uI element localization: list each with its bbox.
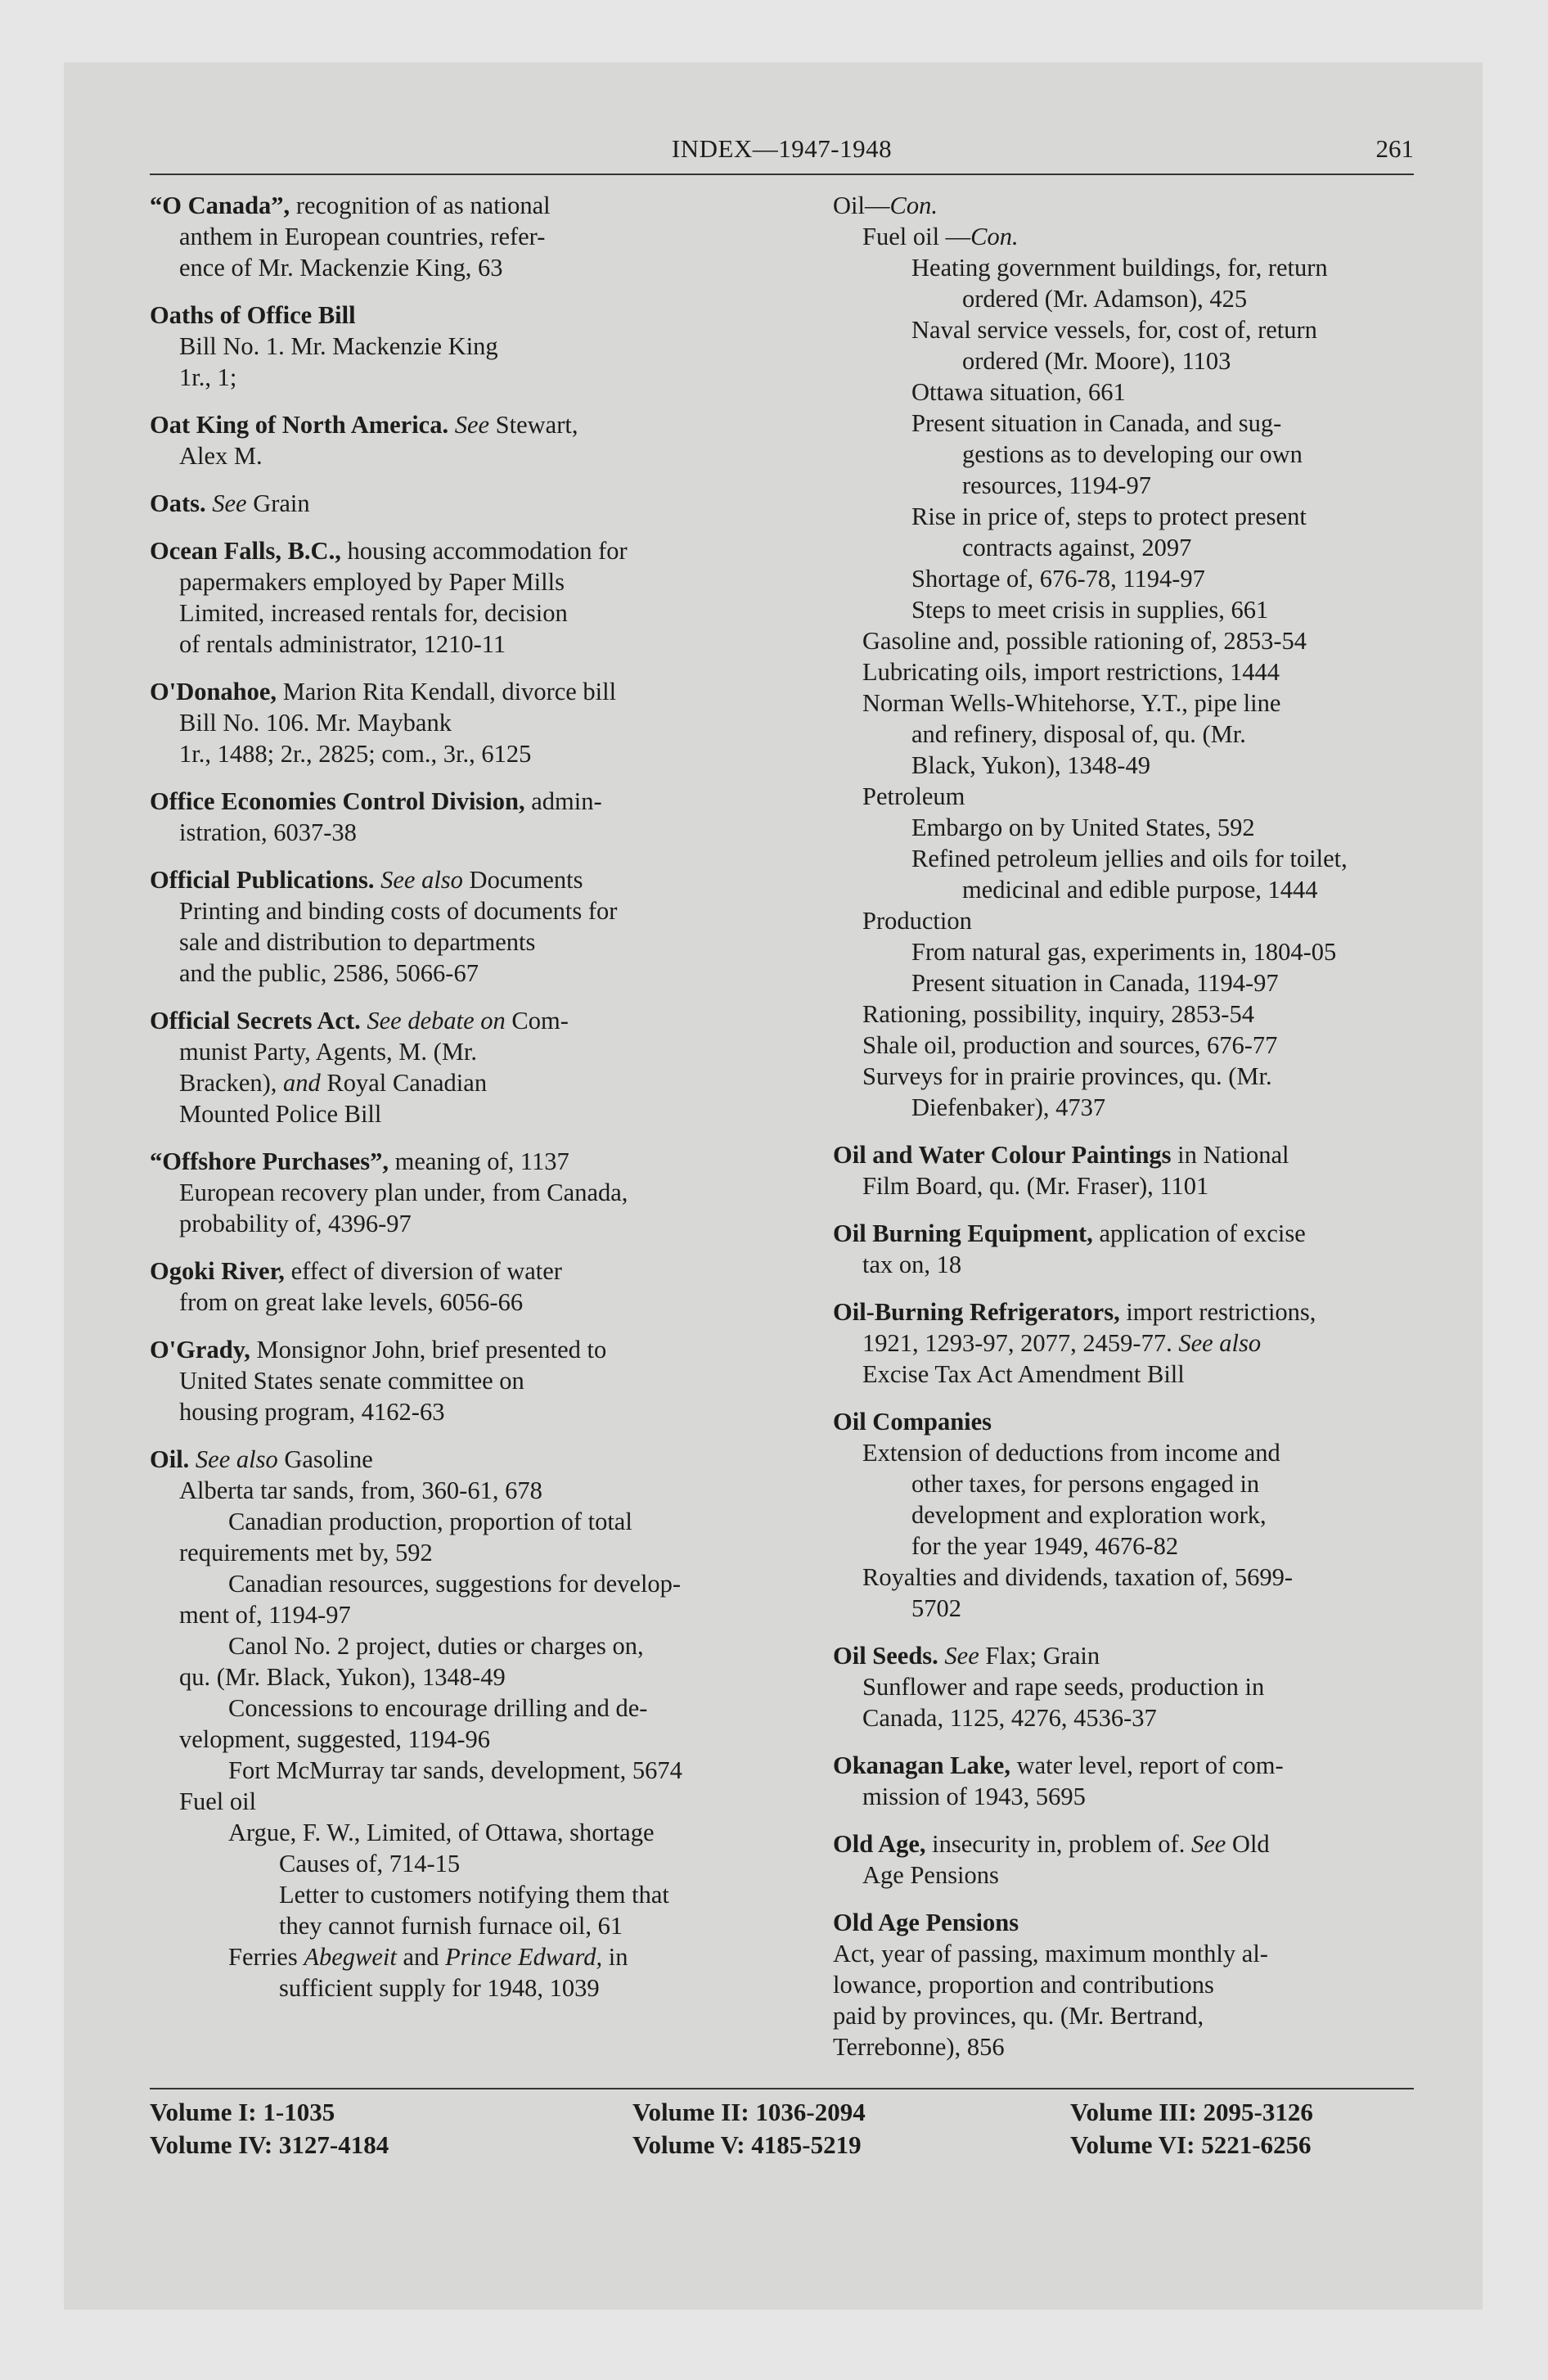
index-entry [150,864,759,989]
index-entry [833,190,1414,1123]
entry-term: Oil and Water Colour Paintings [833,1141,1172,1169]
entry-text: Steps to meet crisis in supplies, 661 [911,596,1269,624]
entry-heading-line [150,1444,759,1475]
entry-heading-line [150,1334,759,1365]
italic-text: See also [195,1445,278,1473]
entry-subline [833,1969,1414,2000]
entry-subline [150,1396,759,1427]
entry-text: sale and distribution to departments [179,928,536,956]
entry-subline [833,1030,1414,1061]
entry-subline [150,1287,759,1318]
entry-text: European recovery plan under, from Canada, [179,1179,628,1206]
left-column [150,190,759,2020]
entry-term: Oil Burning Equipment, [833,1219,1093,1247]
entry-text: Alex M. [179,442,263,470]
index-entry [150,1146,759,1239]
entry-term: Office Economies Control Division, [150,787,525,815]
index-entry [150,488,759,519]
entry-subline [150,1941,759,1972]
entry-text: Canol No. 2 project, duties or charges on, [228,1632,644,1660]
entry-subline [150,707,759,738]
entry-term: Ocean Falls, B.C., [150,537,341,565]
entry-text: Canadian resources, suggestions for develop- [228,1570,682,1598]
entry-subline [833,2031,1414,2062]
entry-subline [150,1910,759,1941]
entry-subline [833,687,1414,719]
entry-term: “Offshore Purchases”, [150,1147,389,1175]
volume-range: Volume II: 1036-2094 [632,2098,866,2126]
entry-text: effect of diversion of water [284,1257,562,1285]
entry-text: Shale oil, production and sources, 676-77 [862,1031,1278,1059]
index-entry [833,1750,1414,1812]
entry-subline [833,439,1414,470]
entry-subline [833,843,1414,874]
entry-subline [150,1786,759,1817]
entry-subline [150,440,759,471]
entry-subline [833,750,1414,781]
entry-text: insecurity in, problem of. [925,1830,1191,1858]
entry-text: Argue, F. W., Limited, of Ottawa, shortage [228,1819,655,1846]
entry-term: Ogoki River, [150,1257,285,1285]
entry-text: ment of, 1194-97 [179,1601,351,1629]
entry-heading-line [150,300,759,331]
entry-text: Present situation in Canada, 1194-97 [911,969,1279,997]
entry-term: Okanagan Lake, [833,1751,1010,1779]
entry-heading-line [833,1296,1414,1327]
entry-text: Marion Rita Kendall, divorce bill [277,678,617,705]
entry-subline [833,1092,1414,1123]
entry-heading-line [150,488,759,519]
entry-subline [833,1437,1414,1468]
index-entry [150,676,759,769]
entry-subline [150,1506,759,1537]
entry-text: 1r., 1488; 2r., 2825; com., 3r., 6125 [179,740,532,768]
italic-text: Con. [970,223,1019,250]
entry-subline [150,597,759,629]
entry-heading-line [150,676,759,707]
italic-text: See also [1178,1329,1262,1357]
entry-subline [833,719,1414,750]
volume-range: Volume VI: 5221-6256 [1070,2130,1312,2159]
entry-text: 1921, 1293-97, 2077, 2459-77. [862,1329,1179,1357]
entry-heading-line [833,190,1414,221]
volume-range: Volume IV: 3127-4184 [150,2130,389,2159]
entry-subline [833,1170,1414,1201]
entry-subline [833,594,1414,625]
italic-text: and [283,1069,321,1097]
entry-text: probability of, 4396-97 [179,1210,412,1237]
italic-text: See also [380,866,463,894]
entry-text: Gasoline and, possible rationing of, 2853-54 [862,627,1307,655]
entry-subline [833,501,1414,532]
entry-text: Printing and binding costs of documents for [179,897,618,925]
entry-text: 1r., 1; [179,363,237,391]
entry-term: O'Grady, [150,1336,250,1364]
entry-text: Fuel oil [179,1787,257,1815]
entry-text: medicinal and edible purpose, 1444 [962,876,1318,904]
entry-text: resources, 1194-97 [962,471,1151,499]
entry-heading-line [833,1750,1414,1781]
entry-text: for the year 1949, 4676-82 [911,1532,1179,1560]
entry-text: housing accommodation for [340,537,628,565]
index-entry [150,190,759,283]
entry-text: Shortage of, 676-78, 1194-97 [911,565,1205,593]
entry-subline [833,1859,1414,1891]
entry-subline [150,1972,759,2004]
entry-text: other taxes, for persons engaged in [911,1470,1260,1498]
italic-text: See [454,411,490,439]
entry-term: Oats. [150,489,206,517]
index-entry [150,1255,759,1318]
entry-text: in National [1171,1141,1289,1169]
index-entry [833,1907,1414,2062]
entry-text: housing program, 4162-63 [179,1398,445,1426]
entry-text: Petroleum [862,782,965,810]
index-entry [150,1334,759,1427]
italic-text: Abegweit [304,1943,397,1971]
entry-subline [833,967,1414,998]
volume-range: Volume I: 1-1035 [150,2098,335,2126]
entry-text: Rationing, possibility, inquiry, 2853-54 [862,1000,1254,1028]
entry-text: Act, year of passing, maximum monthly al- [833,1940,1268,1968]
entry-text: Terrebonne), 856 [833,2033,1005,2061]
entry-subline [150,1848,759,1879]
entry-subline [150,1568,759,1599]
entry-text: ordered (Mr. Adamson), 425 [962,285,1248,313]
entry-subline [833,936,1414,967]
entry-subline [833,1702,1414,1733]
index-entry [833,1218,1414,1280]
entry-text: Bracken), [179,1069,284,1097]
entry-subline [833,1061,1414,1092]
entry-heading-line [150,409,759,440]
entry-subline [833,563,1414,594]
entry-term: Oaths of Office Bill [150,301,356,329]
entry-subline [833,376,1414,408]
entry-text: paid by provinces, qu. (Mr. Bertrand, [833,2002,1204,2030]
entry-subline [833,314,1414,345]
entry-text: in [602,1943,628,1971]
entry-term: Oil Companies [833,1408,992,1436]
entry-term: Official Secrets Act. [150,1007,361,1034]
index-entry [833,1296,1414,1390]
entry-subline [150,895,759,926]
entry-text: Sunflower and rape seeds, production in [862,1673,1265,1701]
entry-text: Norman Wells-Whitehorse, Y.T., pipe line [862,689,1281,717]
entry-subline [150,1661,759,1693]
entry-subline [833,2000,1414,2031]
entry-heading-line [150,1146,759,1177]
entry-text: ence of Mr. Mackenzie King, 63 [179,254,503,282]
entry-heading-line [833,1640,1414,1671]
entry-text: application of excise [1092,1219,1306,1247]
entry-text: Ferries [228,1943,304,1971]
entry-text: Surveys for in prairie provinces, qu. (Mr. [862,1062,1272,1090]
entry-text: Concessions to encourage drilling and de- [228,1694,648,1722]
index-entry [150,409,759,471]
entry-text: From natural gas, experiments in, 1804-05 [911,938,1337,966]
entry-text: ordered (Mr. Moore), 1103 [962,347,1231,375]
index-entry [150,1444,759,2004]
entry-text: Canada, 1125, 4276, 4536-37 [862,1704,1157,1732]
entry-subline [833,874,1414,905]
entry-text: qu. (Mr. Black, Yukon), 1348-49 [179,1663,506,1691]
entry-subline [150,1475,759,1506]
entry-text: from on great lake levels, 6056-66 [179,1288,524,1316]
entry-subline [150,1067,759,1098]
entry-text: they cannot furnish furnace oil, 61 [279,1912,623,1940]
italic-text: Con. [889,192,938,219]
entry-subline [833,1938,1414,1969]
entry-subline [833,252,1414,283]
index-entry [150,535,759,660]
entry-text [375,866,381,894]
entry-text: of rentals administrator, 1210-11 [179,630,506,658]
index-entry [833,1640,1414,1733]
entry-text: Documents [462,866,583,894]
entry-text: United States senate committee on [179,1367,524,1395]
entry-subline [833,1562,1414,1593]
running-title: INDEX—1947-1948 [671,134,893,163]
entry-subline [150,1817,759,1848]
entry-term: O'Donahoe, [150,678,277,705]
entry-subline [150,221,759,252]
entry-text: Grain [246,489,310,517]
entry-text: Oil— [833,192,890,219]
entry-text: import restrictions, [1119,1298,1316,1326]
entry-heading-line [833,1218,1414,1249]
entry-subline [150,1098,759,1129]
entry-subline [833,1530,1414,1562]
entry-text: requirements met by, 592 [179,1539,433,1566]
entry-subline [833,1249,1414,1280]
entry-subline [150,1599,759,1630]
entry-text: Alberta tar sands, from, 360-61, 678 [179,1476,542,1504]
entry-subline [833,532,1414,563]
entry-subline [833,1327,1414,1359]
italic-text: See [1190,1830,1226,1858]
entry-text: Monsignor John, brief presented to [250,1336,607,1364]
entry-subline [833,781,1414,812]
entry-subline [150,1365,759,1396]
index-page [64,62,1483,2310]
index-entry [150,1005,759,1129]
entry-text: Com- [505,1007,569,1034]
entry-text: water level, report of com- [1010,1751,1284,1779]
volume-range: Volume V: 4185-5219 [632,2130,862,2159]
entry-text: and [396,1943,446,1971]
entry-text: and the public, 2586, 5066-67 [179,959,479,987]
index-entry [150,786,759,848]
entry-text: lowance, proportion and contributions [833,1971,1214,1999]
entry-term: Oil-Burning Refrigerators, [833,1298,1120,1326]
entry-subline [833,998,1414,1030]
page-number: 261 [1375,134,1414,163]
entry-subline [833,905,1414,936]
entry-text: Flax; Grain [979,1642,1100,1670]
entry-text: Lubricating oils, import restrictions, 1444 [862,658,1280,686]
entry-text: Mounted Police Bill [179,1100,382,1128]
entry-subline [833,283,1414,314]
entry-text: Film Board, qu. (Mr. Fraser), 1101 [862,1172,1209,1200]
entry-text: Royalties and dividends, taxation of, 5699- [862,1563,1294,1591]
entry-subline [150,331,759,362]
entry-text: Naval service vessels, for, cost of, return [911,316,1317,344]
entry-text: development and exploration work, [911,1501,1267,1529]
entry-subline [150,958,759,989]
entry-subline [833,1359,1414,1390]
entry-text: munist Party, Agents, M. (Mr. [179,1038,478,1066]
entry-heading-line [150,864,759,895]
entry-subline [150,1537,759,1568]
entry-subline [833,408,1414,439]
entry-heading-line [833,1828,1414,1859]
entry-term: Oil Seeds. [833,1642,938,1670]
entry-text: istration, 6037-38 [179,818,357,846]
entry-heading-line [150,1255,759,1287]
entry-text: anthem in European countries, refer- [179,223,546,250]
entry-text: mission of 1943, 5695 [862,1783,1086,1810]
entry-text: Refined petroleum jellies and oils for toilet, [911,845,1348,872]
entry-text: Stewart, [489,411,578,439]
entry-text: Canadian production, proportion of total [228,1508,632,1535]
entry-heading-line [833,1139,1414,1170]
entry-text: Old [1226,1830,1270,1858]
entry-text: 5702 [911,1594,961,1622]
volume-ranges-footer [150,2088,1414,2163]
italic-text: See [212,489,247,517]
entry-text: Excise Tax Act Amendment Bill [862,1360,1185,1388]
entry-text: Diefenbaker), 4737 [911,1093,1106,1121]
entry-text: recognition of as national [290,192,551,219]
entry-text: Production [862,907,972,935]
entry-subline [150,1693,759,1724]
entry-text [189,1445,196,1473]
entry-text: Royal Canadian [320,1069,488,1097]
entry-subline [150,1630,759,1661]
entry-term: Oil. [150,1445,190,1473]
entry-text: Fort McMurray tar sands, development, 5674 [228,1756,682,1784]
entry-subline [150,1208,759,1239]
entry-subline [150,817,759,848]
entry-subline [150,1177,759,1208]
entry-text: and refinery, disposal of, qu. (Mr. [911,720,1246,748]
entry-term: Official Publications. [150,866,375,894]
index-entry [150,300,759,393]
entry-term: Old Age Pensions [833,1909,1019,1936]
entry-subline [150,1724,759,1755]
entry-text: Heating government buildings, for, return [911,254,1328,282]
index-entry [833,1828,1414,1891]
entry-text: Letter to customers notifying them that [279,1881,669,1909]
entry-subline [150,1755,759,1786]
entry-subline [150,252,759,283]
entry-subline [833,656,1414,687]
entry-subline [150,926,759,958]
entry-text [448,411,455,439]
entry-text: papermakers employed by Paper Mills [179,568,565,596]
entry-subline [150,1036,759,1067]
entry-subline [150,362,759,393]
entry-text: Age Pensions [862,1861,999,1889]
entry-text: Black, Yukon), 1348-49 [911,751,1150,779]
entry-subline [150,629,759,660]
entry-text: Fuel oil — [862,223,971,250]
entry-subline [150,1879,759,1910]
entry-text: Causes of, 714-15 [279,1850,461,1877]
entry-text: velopment, suggested, 1194-96 [179,1725,491,1753]
entry-term: “O Canada”, [150,192,290,219]
entry-heading-line [150,786,759,817]
entry-subline [833,221,1414,252]
index-entry [833,1139,1414,1201]
entry-subline [833,1593,1414,1624]
index-entry [833,1406,1414,1624]
entry-heading-line [833,1406,1414,1437]
entry-subline [833,812,1414,843]
volume-range: Volume III: 2095-3126 [1070,2098,1313,2126]
entry-term: Old Age, [833,1830,926,1858]
entry-text: sufficient supply for 1948, 1039 [279,1974,600,2002]
entry-subline [833,625,1414,656]
entry-text: admin- [524,787,602,815]
right-column [833,190,1414,2079]
entry-text: meaning of, 1137 [389,1147,569,1175]
entry-text: Rise in price of, steps to protect present [911,503,1307,530]
entry-text: Gasoline [277,1445,373,1473]
entry-subline [833,1499,1414,1530]
entry-text: Embargo on by United States, 592 [911,814,1255,841]
entry-text: Present situation in Canada, and sug- [911,409,1282,437]
entry-text: gestions as to developing our own [962,440,1303,468]
entry-subline [150,738,759,769]
entry-text: Bill No. 106. Mr. Maybank [179,709,452,737]
entry-subline [833,345,1414,376]
entry-term: Oat King of North America. [150,411,449,439]
entry-subline [150,566,759,597]
entry-subline [833,1781,1414,1812]
italic-text: Prince Edward, [445,1943,603,1971]
entry-text: Ottawa situation, 661 [911,378,1126,406]
entry-text: Limited, increased rentals for, decision [179,599,568,627]
entry-text: Extension of deductions from income and [862,1439,1280,1467]
entry-subline [833,1671,1414,1702]
page-header [150,128,1414,175]
entry-heading-line [150,1005,759,1036]
italic-text: See debate on [367,1007,506,1034]
entry-text: tax on, 18 [862,1251,962,1278]
entry-subline [833,470,1414,501]
entry-text: contracts against, 2097 [962,534,1192,561]
entry-subline [833,1468,1414,1499]
entry-heading-line [150,535,759,566]
italic-text: See [944,1642,979,1670]
entry-heading-line [833,1907,1414,1938]
entry-text: Bill No. 1. Mr. Mackenzie King [179,332,498,360]
entry-heading-line [150,190,759,221]
